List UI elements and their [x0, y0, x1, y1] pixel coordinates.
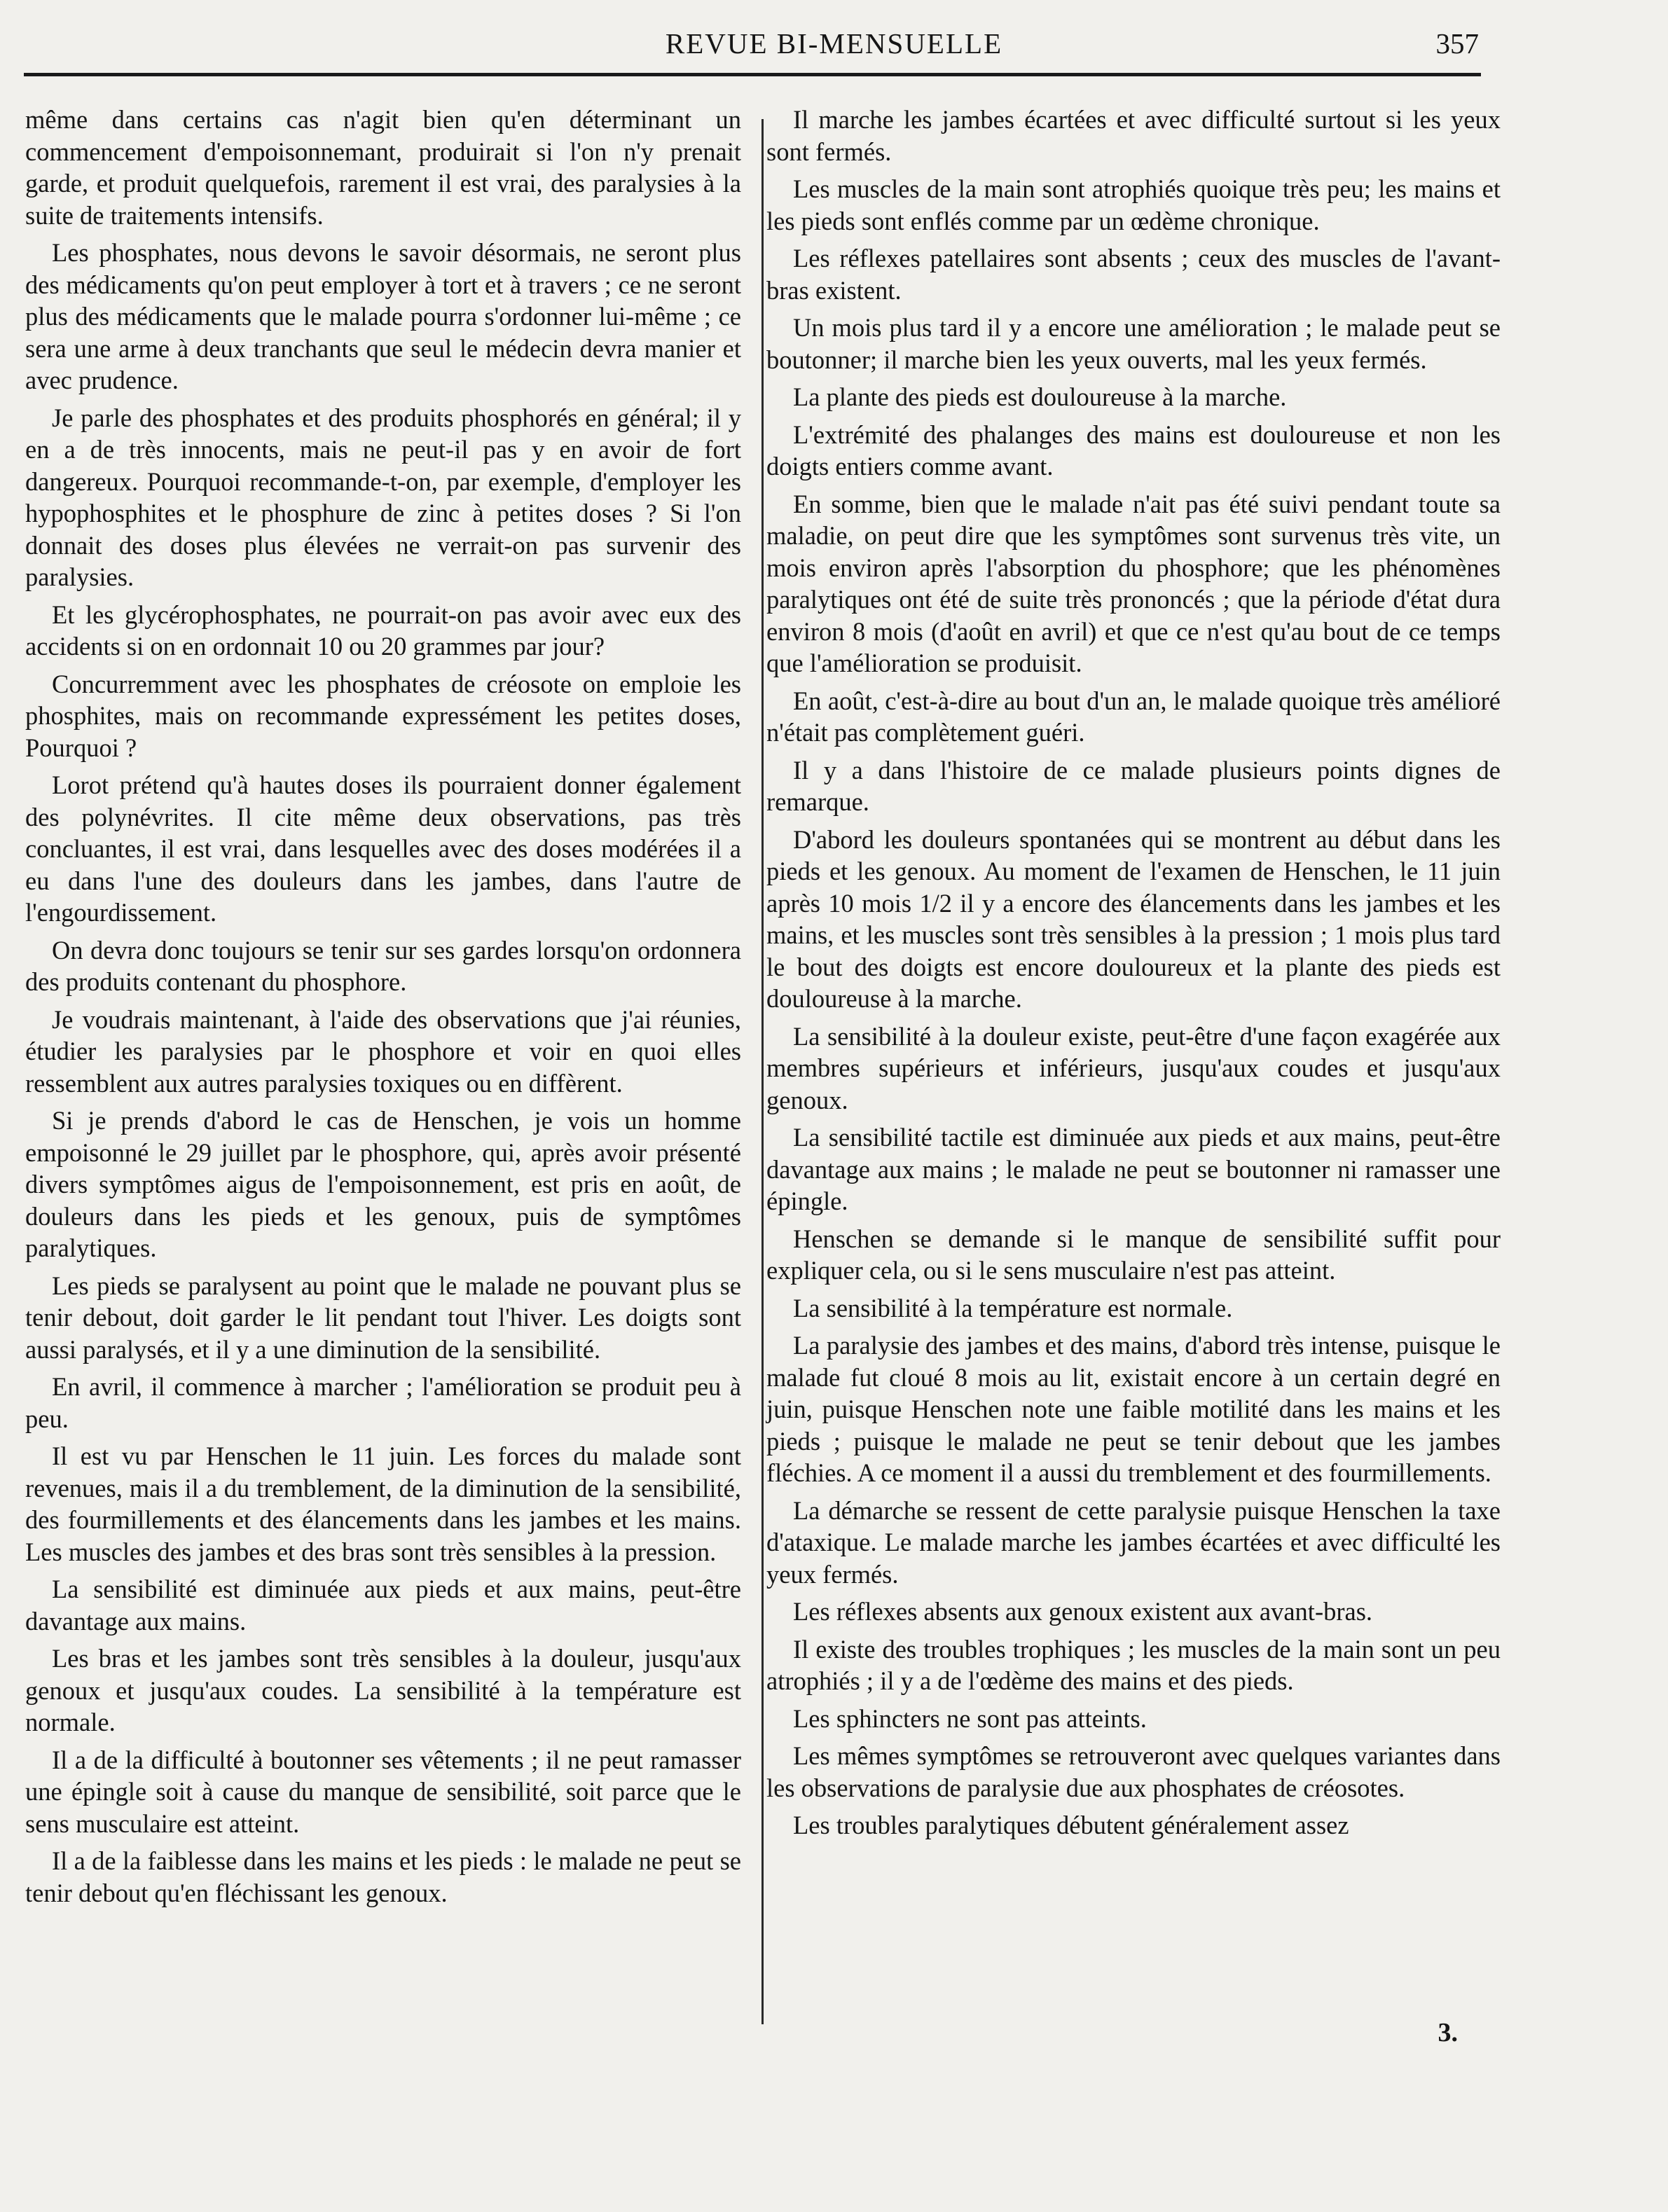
paragraph: Henschen se demande si le manque de sensibilité suffit pour expliquer cela, ou si le sens musculaire n'est pas atteint.	[766, 1224, 1501, 1285]
left-column	[25, 104, 741, 1914]
paragraph: Les bras et les jambes sont très sensibles à la douleur, jusqu'aux genoux et jusqu'aux coudes. La sensibilité à la température est normale.	[25, 1644, 741, 1736]
paragraph: Et les glycérophosphates, ne pourrait-on pas avoir avec eux des accidents si on en ordonnait 10 ou 20 grammes par jour?	[25, 600, 741, 661]
paragraph: Les pieds se paralysent au point que le malade ne pouvant plus se tenir debout, doit garder le lit pendant tout l'hiver. Les doigts sont aussi paralysés, et il y a une diminution de la sensibilité.	[25, 1271, 741, 1364]
paragraph: Lorot prétend qu'à hautes doses ils pourraient donner également des polynévrites. Il cite même deux observations, pas très concluantes, il est vrai, dans lesquelles avec des doses modérées il a eu dans l'une des douleurs dans les jambes, dans l'autre de l'engourdissement.	[25, 770, 741, 927]
paragraph: La sensibilité à la température est normale.	[793, 1293, 1233, 1322]
paragraph: Les troubles paralytiques débutent généralement assez	[793, 1811, 1349, 1839]
paragraph: Un mois plus tard il y a encore une amélioration ; le malade peut se boutonner; il marche bien les yeux ouverts, mal les yeux fermés.	[766, 313, 1501, 374]
paragraph: On devra donc toujours se tenir sur ses gardes lorsqu'on ordonnera des produits contenant du phosphore.	[25, 935, 741, 996]
paragraph: Les muscles de la main sont atrophiés quoique très peu; les mains et les pieds sont enflés comme par un œdème chronique.	[766, 174, 1501, 235]
paragraph: D'abord les douleurs spontanées qui se montrent au début dans les pieds et les genoux. Au moment de l'examen de Henschen, le 11 juin après 10 mois 1/2 il y a encore des élancements dans les jambes et les mains, et les muscles sont très sensibles à la pression ; 1 mois plus tard le bout des doigts est encore douloureux et la plante des pieds est douloureuse à la marche.	[766, 824, 1501, 1013]
paragraph: La plante des pieds est douloureuse à la marche.	[793, 382, 1287, 411]
paragraph: même dans certains cas n'agit bien qu'en déterminant un commencement d'empoisonnemant, produirait si l'on n'y prenait garde, et produit quelquefois, rarement il est vrai, des paralysies à la suite de traitements intensifs.	[25, 105, 741, 230]
paragraph: L'extrémité des phalanges des mains est douloureuse et non les doigts entiers comme avant.	[766, 420, 1501, 481]
paragraph: La sensibilité tactile est diminuée aux pieds et aux mains, peut-être davantage aux mains ; le malade ne peut se boutonner ni ramasser une épingle.	[766, 1123, 1501, 1215]
journal-title: REVUE BI-MENSUELLE	[665, 27, 1003, 60]
paragraph: Il est vu par Henschen le 11 juin. Les forces du malade sont revenues, mais il a du tremblement, de la diminution de la sensibilité, des fourmillements et des élancements dans les jambes et les mains. Les muscles des jambes et des bras sont très sensibles à la pression.	[25, 1442, 741, 1566]
paragraph: Il a de la difficulté à boutonner ses vêtements ; il ne peut ramasser une épingle soit à cause du manque de sensibilité, soit parce que le sens musculaire est atteint.	[25, 1745, 741, 1838]
paragraph: Les réflexes absents aux genoux existent aux avant-bras.	[793, 1597, 1373, 1626]
right-column	[766, 104, 1501, 1847]
paragraph: En août, c'est-à-dire au bout d'un an, le malade quoique très amélioré n'était pas complètement guéri.	[766, 686, 1501, 747]
paragraph: Concurremment avec les phosphates de créosote on emploie les phosphites, mais on recommande expressément les petites doses, Pourquoi ?	[25, 669, 741, 762]
paragraph: Il existe des troubles trophiques ; les muscles de la main sont un peu atrophiés ; il y a de l'œdème des mains et des pieds.	[766, 1634, 1501, 1695]
paragraph: Les sphincters ne sont pas atteints.	[793, 1703, 1147, 1733]
paragraph: En somme, bien que le malade n'ait pas été suivi pendant toute sa maladie, on peut dire que les symptômes sont survenus très vite, un mois environ après l'absorption du phosphore; que les phénomènes paralytiques ont été de suite très prononcés ; que la période d'état dura environ 8 mois (d'août en avril) et que ce n'est qu'au bout de ce temps que l'amélioration se produisit.	[766, 489, 1501, 677]
signature-mark: 3.	[1438, 2018, 1458, 2047]
paragraph: La démarche se ressent de cette paralysie puisque Henschen la taxe d'ataxique. Le malade marche les jambes écartées et avec difficulté les yeux fermés.	[766, 1495, 1501, 1589]
paragraph: Les mêmes symptômes se retrouveront avec quelques variantes dans les observations de paralysie due aux phosphates de créosotes.	[766, 1741, 1501, 1802]
paragraph: Il marche les jambes écartées et avec difficulté surtout si les yeux sont fermés.	[766, 105, 1501, 166]
paragraph: En avril, il commence à marcher ; l'amélioration se produit peu à peu.	[25, 1372, 741, 1433]
paragraph: Je voudrais maintenant, à l'aide des observations que j'ai réunies, étudier les paralysies par le phosphore et voir en quoi elles ressemblent aux autres paralysies toxiques ou en diffèrent.	[25, 1004, 741, 1098]
paragraph: Il a de la faiblesse dans les mains et les pieds : le malade ne peut se tenir debout qu'en fléchissant les genoux.	[25, 1846, 741, 1907]
paragraph: La sensibilité à la douleur existe, peut-être d'une façon exagérée aux membres supérieurs et inférieurs, jusqu'aux coudes et jusqu'aux genoux.	[766, 1021, 1501, 1114]
paragraph: Si je prends d'abord le cas de Henschen, je vois un homme empoisonné le 29 juillet par le phosphore, qui, après avoir présenté divers symptômes aigus de l'empoisonnement, est pris en août, de douleurs dans les pieds et les genoux, puis de symptômes paralytiques.	[25, 1106, 741, 1262]
paragraph: La sensibilité est diminuée aux pieds et aux mains, peut-être davantage aux mains.	[25, 1575, 741, 1636]
page-number: 357	[1435, 27, 1479, 60]
paragraph: Il y a dans l'histoire de ce malade plusieurs points dignes de remarque.	[766, 755, 1501, 816]
paragraph: La paralysie des jambes et des mains, d'abord très intense, puisque le malade fut cloué 8 mois au lit, existait encore à un certain degré en juin, puisque Henschen note une faible motilité dans les mains et les pieds ; puisque le malade ne peut se tenir debout que les jambes fléchies. A ce moment il a aussi du tremblement et des fourmillements.	[766, 1331, 1501, 1487]
paragraph: Les phosphates, nous devons le savoir désormais, ne seront plus des médicaments qu'on peut employer à tort et à travers ; ce ne seront plus des médicaments que le malade pourra s'ordonner lui-même ; ce sera une arme à deux tranchants que seul le médecin devra manier et avec prudence.	[25, 238, 741, 394]
column-divider	[761, 119, 764, 2024]
paragraph: Je parle des phosphates et des produits phosphorés en général; il y en a de très innocents, mais ne peut-il pas y en avoir de fort dangereux. Pourquoi recommande-t-on, par exemple, d'employer les hypophosphites et le phosphure de zinc à petites doses ? Si l'on donnait des doses plus élevées ne verrait-on pas survenir des paralysies.	[25, 403, 741, 591]
paragraph: Les réflexes patellaires sont absents ; ceux des muscles de l'avant-bras existent.	[766, 244, 1501, 305]
header-rule	[24, 73, 1481, 76]
